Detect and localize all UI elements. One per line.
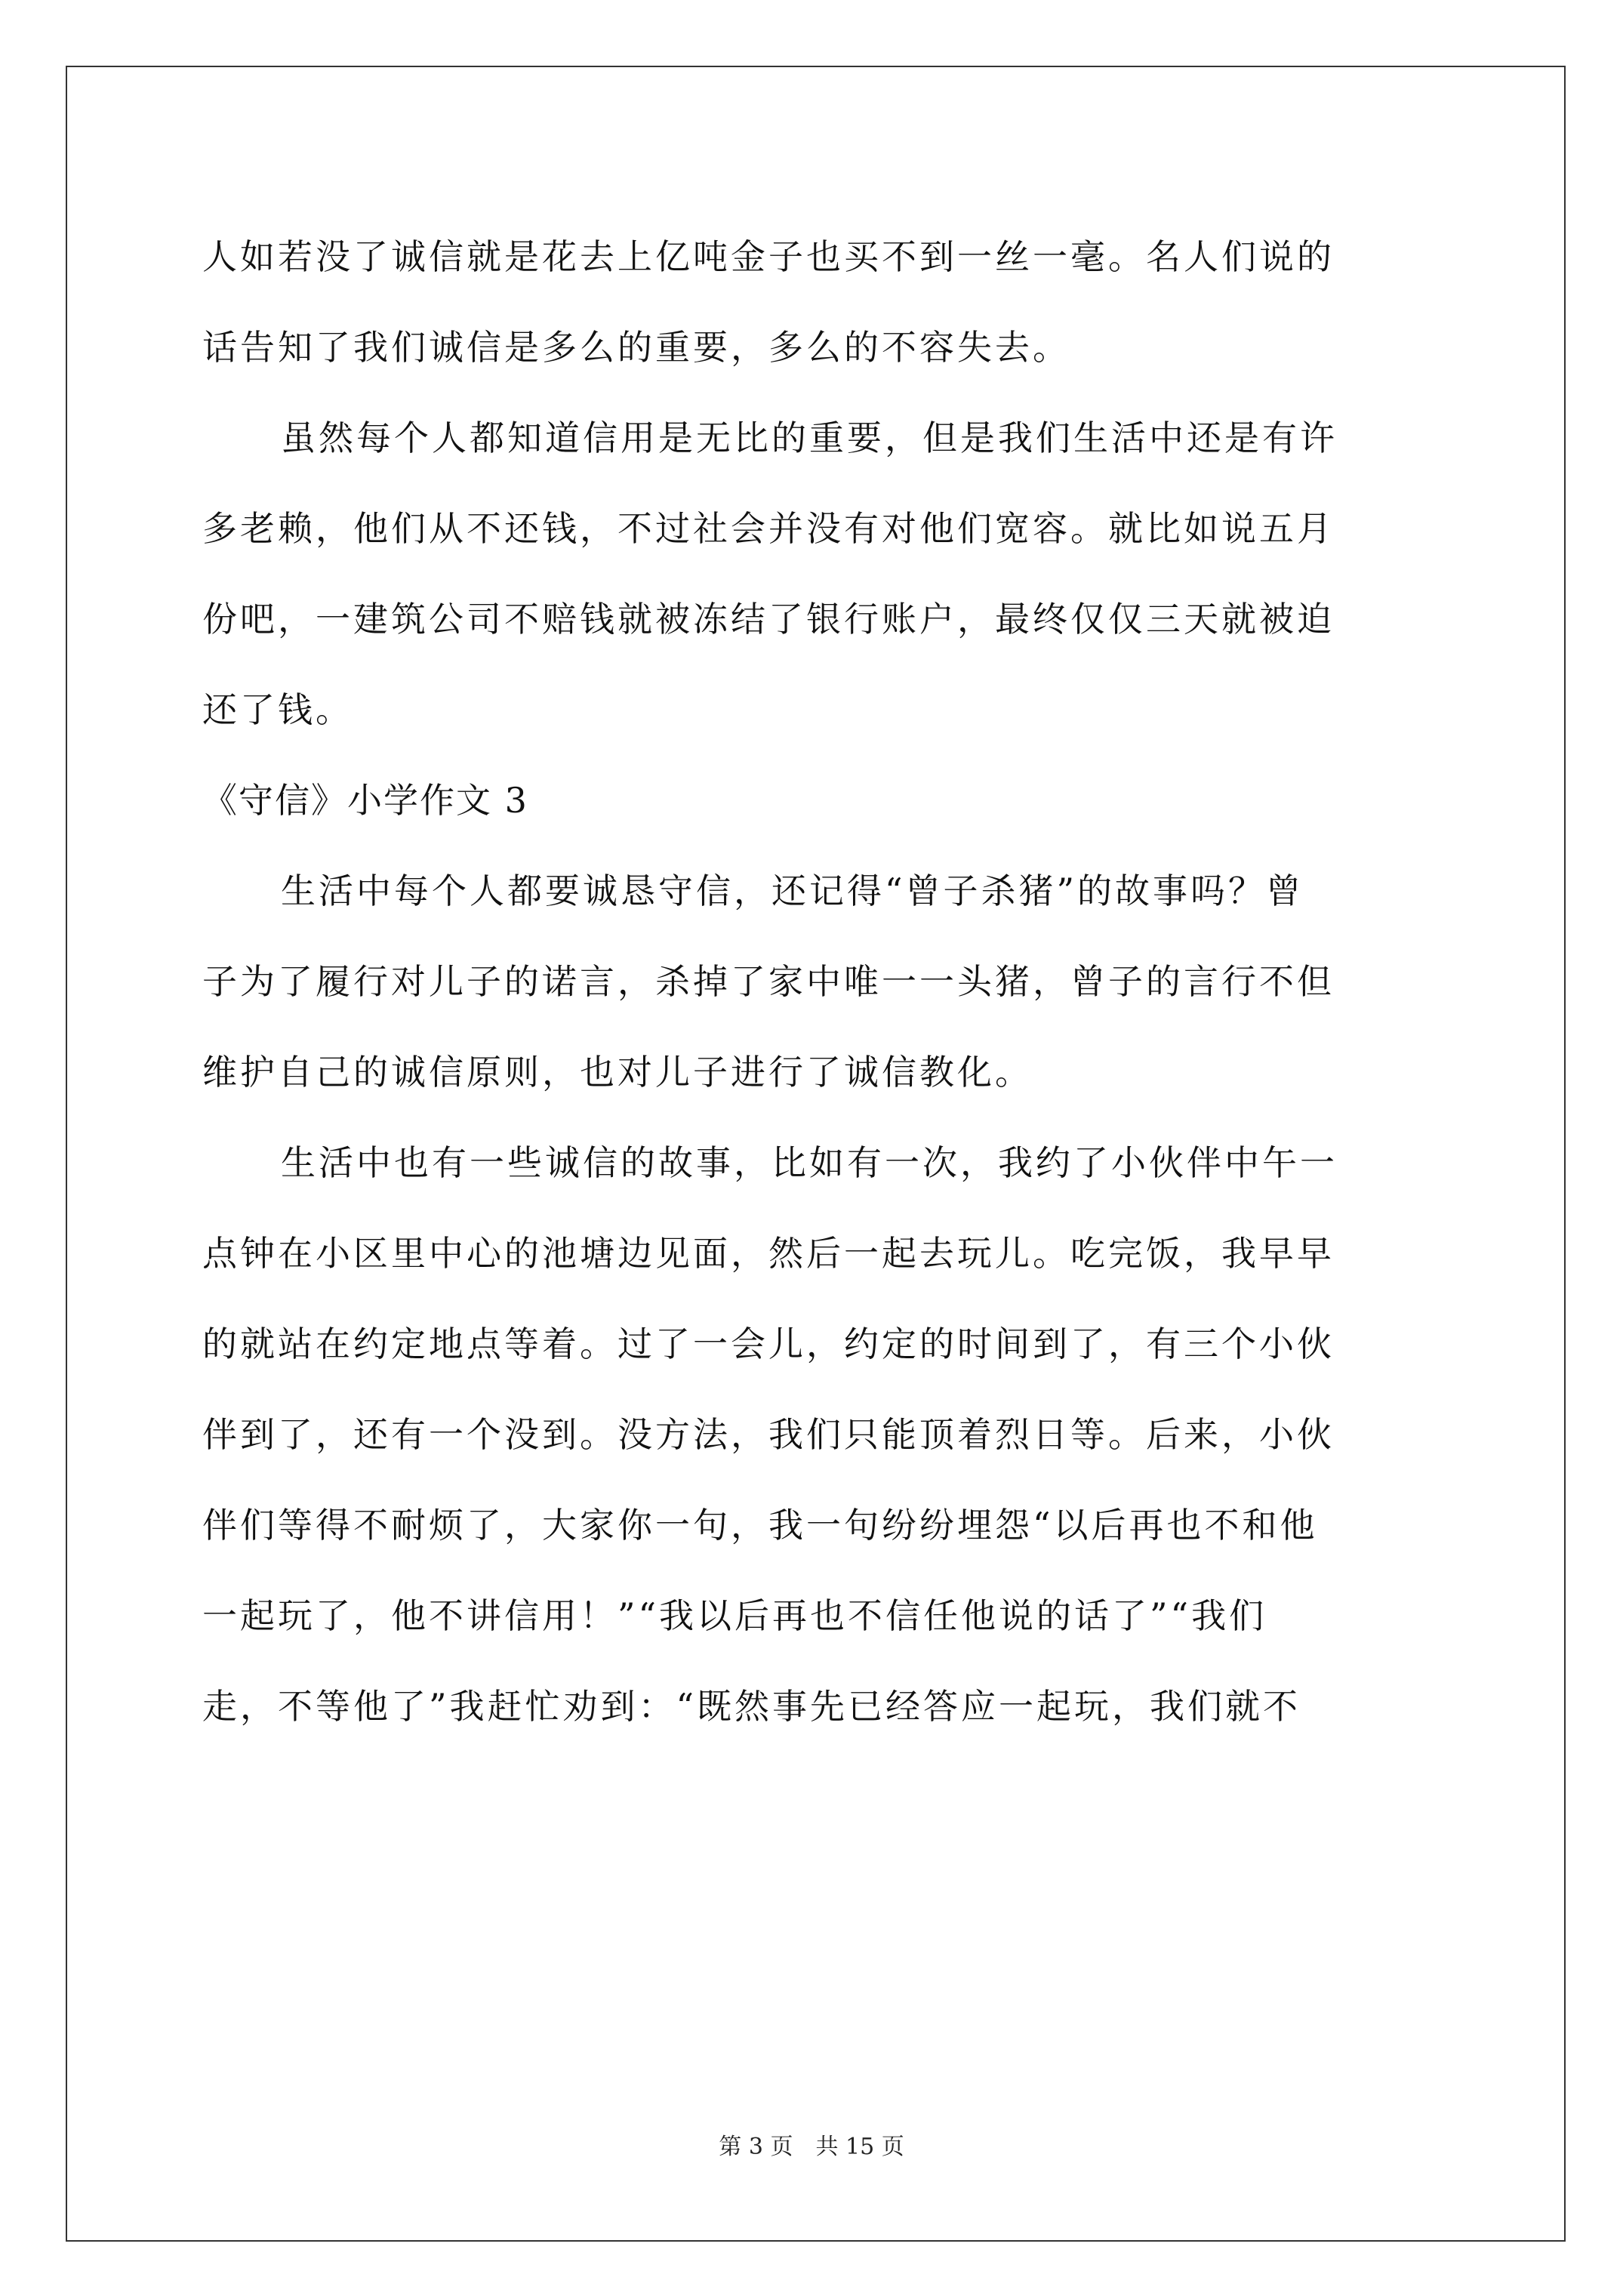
page-number-footer: 第 3 页 共 15 页	[719, 2134, 904, 2160]
text-line: 的就站在约定地点等着。过了一会儿，约定的时间到了，有三个小伙	[202, 1324, 1335, 1364]
text-line: 多老赖，他们从不还钱，不过社会并没有对他们宽容。就比如说五月	[202, 508, 1335, 549]
text-line: 伴到了，还有一个没到。没方法，我们只能顶着烈日等。后来，小伙	[202, 1414, 1335, 1455]
text-line: 还了钱。	[202, 689, 353, 730]
paragraph-start-line: 生活中每个人都要诚恳守信，还记得“曾子杀猪”的故事吗？曾	[281, 871, 1304, 911]
text-line: 一起玩了，他不讲信用！”“我以后再也不信任他说的话了”“我们	[202, 1595, 1267, 1636]
text-line: 子为了履行对儿子的诺言，杀掉了家中唯一一头猪，曾子的言行不但	[202, 961, 1335, 1002]
text-line: 份吧，一建筑公司不赔钱就被冻结了银行账户，最终仅仅三天就被迫	[202, 599, 1335, 639]
text-line: 维护自己的诚信原则，也对儿子进行了诚信教化。	[202, 1052, 1033, 1093]
text-line: 人如若没了诚信就是花去上亿吨金子也买不到一丝一毫。名人们说的	[202, 236, 1335, 277]
text-line: 点钟在小区里中心的池塘边见面，然后一起去玩儿。吃完饭，我早早	[202, 1233, 1335, 1274]
section-heading: 《守信》小学作文 3	[202, 780, 528, 821]
text-line: 走，不等他了”我赶忙劝到：“既然事先已经答应一起玩，我们就不	[202, 1686, 1301, 1727]
text-line: 话告知了我们诚信是多么的重要，多么的不容失去。	[202, 327, 1070, 368]
text-line: 伴们等得不耐烦了，大家你一句，我一句纷纷埋怨“以后再也不和他	[202, 1505, 1318, 1546]
paragraph-start-line: 生活中也有一些诚信的故事，比如有一次，我约了小伙伴中午一	[281, 1142, 1338, 1183]
paragraph-start-line: 虽然每个人都知道信用是无比的重要，但是我们生活中还是有许	[281, 418, 1338, 458]
document-body	[202, 211, 1434, 1752]
